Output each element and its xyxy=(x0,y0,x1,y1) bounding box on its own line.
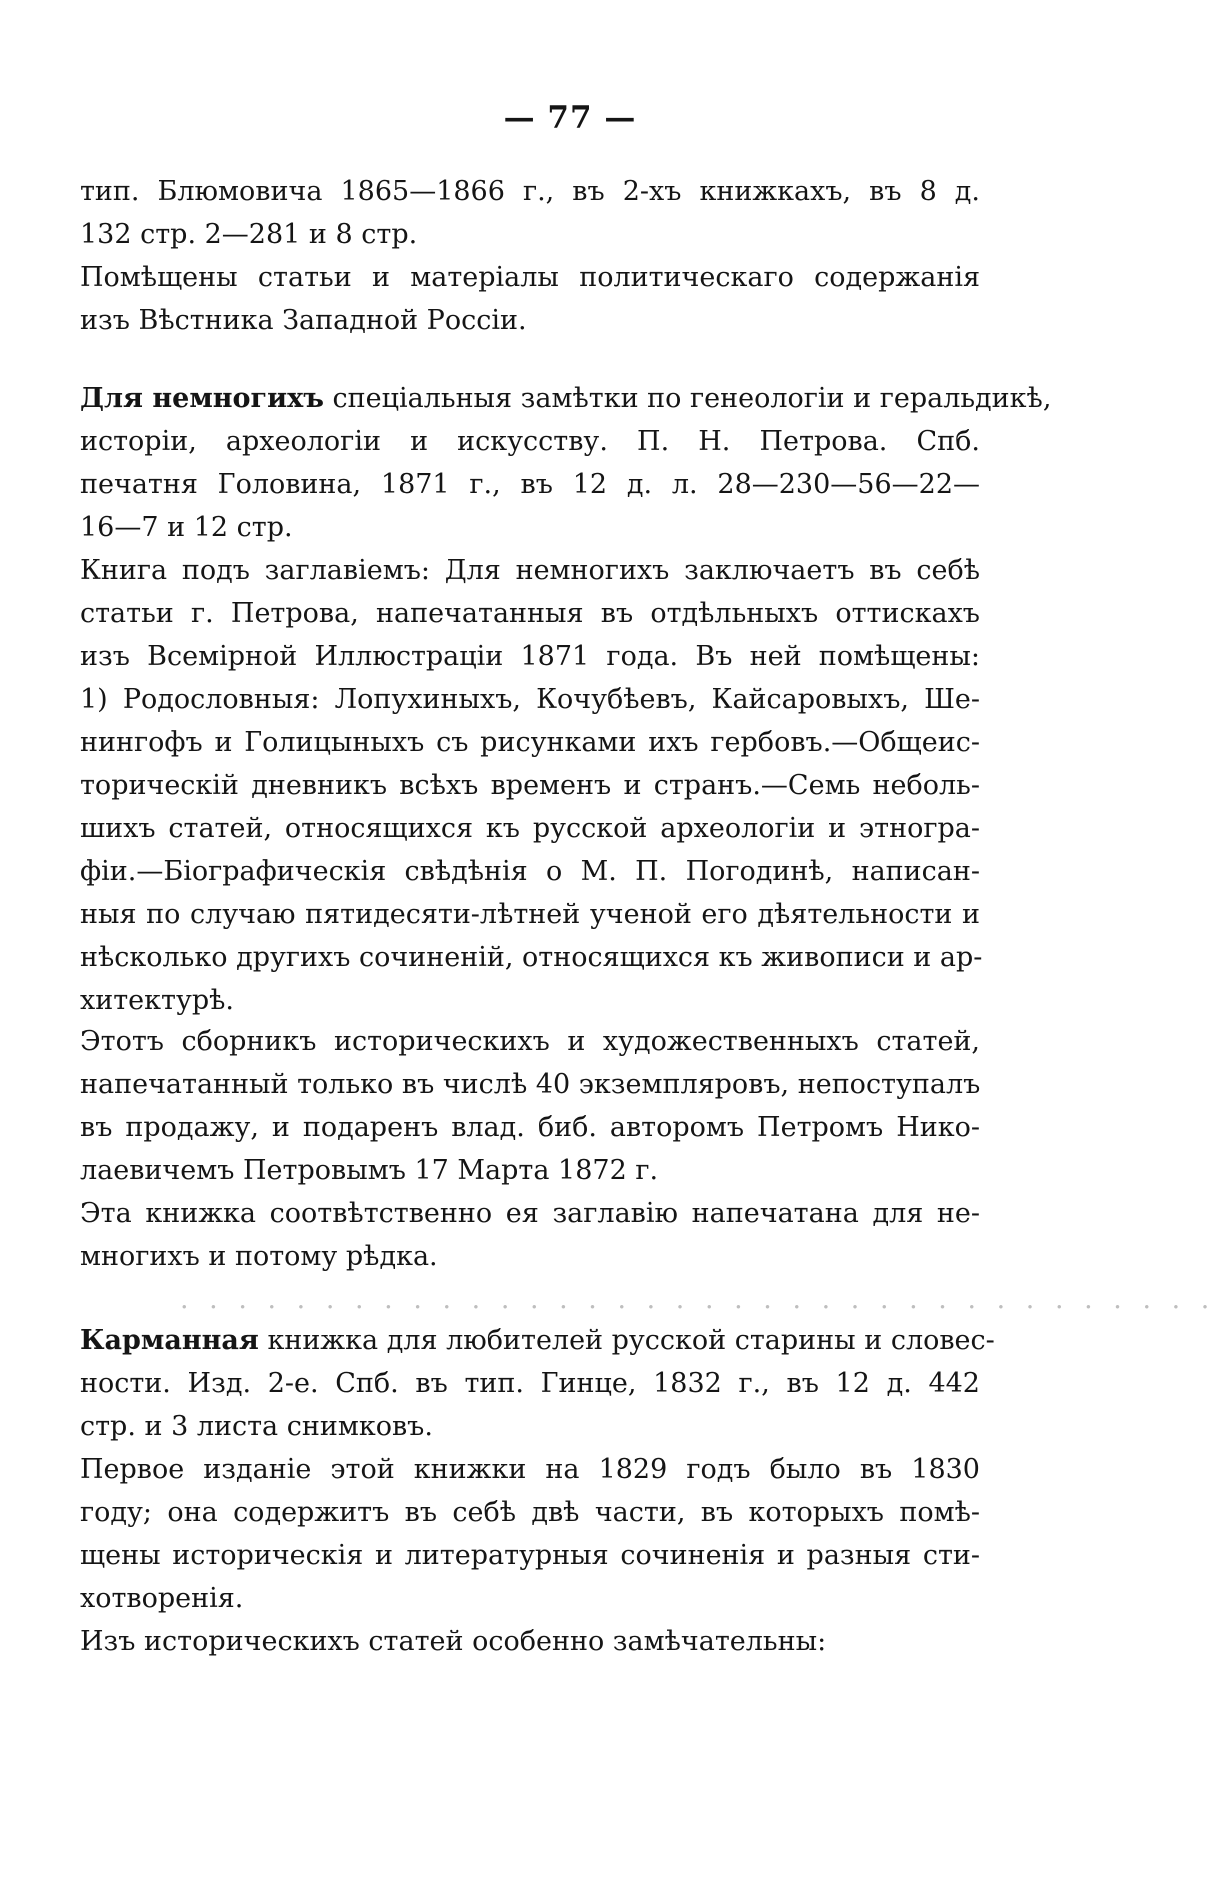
text-line: нингофъ и Голицыныхъ съ рисунками ихъ гербовъ.—Общеис- xyxy=(80,727,980,758)
text-line: 1) Родословныя: Лопухиныхъ, Кочубѣевъ, Кайсаровыхъ, Ше- xyxy=(80,684,980,715)
text-line: шихъ статей, относящихся къ русской археологіи и этногра- xyxy=(80,813,980,844)
text-line: ности. Изд. 2-е. Спб. въ тип. Гинце, 1832 г., въ 12 д. 442 xyxy=(80,1368,980,1399)
paragraph-karmannaya-articles xyxy=(80,1620,980,1663)
text-line xyxy=(80,377,1052,420)
page-number: — 77 — xyxy=(503,100,637,136)
text-line: щены историческія и литературныя сочиненія и разныя сти- xyxy=(80,1540,980,1571)
text-line: хотворенія. xyxy=(80,1583,244,1614)
text-line: печатня Головина, 1871 г., въ 12 д. л. 28—230—56—22— xyxy=(80,469,980,500)
text-line: многихъ и потому рѣдка. xyxy=(80,1241,438,1272)
entry-karmannaya xyxy=(80,1319,995,1448)
entry-text: спеціальныя замѣтки по генеологіи и геральдикѣ, xyxy=(323,383,1052,414)
entry-title: Карманная xyxy=(80,1325,259,1356)
text-line: торическій дневникъ всѣхъ временъ и странъ.—Семь неболь- xyxy=(80,770,980,801)
text-line: напечатанный только въ числѣ 40 экземпляровъ, непоступалъ xyxy=(80,1069,981,1100)
entry-title: Для немногихъ xyxy=(80,383,324,414)
text-line: 16—7 и 12 стр. xyxy=(80,512,293,543)
paragraph-petrov-rarity xyxy=(80,1192,980,1278)
text-line: изъ Всемірной Иллюстраціи 1871 года. Въ ней помѣщены: xyxy=(80,641,980,672)
text-line: Помѣщены статьи и матеріалы политическаго содержанія xyxy=(80,262,980,293)
text-line: исторіи, археологіи и искусству. П. Н. Петрова. Спб. xyxy=(80,426,980,457)
text-line: ныя по случаю пятидесяти-лѣтней ученой его дѣятельности и xyxy=(80,899,980,930)
entry-petrov xyxy=(80,377,1052,549)
text-line: Изъ историческихъ статей особенно замѣчательны: xyxy=(80,1626,827,1657)
text-line: Книга подъ заглавіемъ: Для немногихъ заключаетъ въ себѣ xyxy=(80,555,980,586)
text-line: году; она содержитъ въ себѣ двѣ части, въ которыхъ помѣ- xyxy=(80,1497,980,1528)
text-line: изъ Вѣстника Западной Россіи. xyxy=(80,305,527,336)
paragraph-petrov-copies xyxy=(80,1020,980,1192)
text-line: Эта книжка соотвѣтственно ея заглавію напечатана для не- xyxy=(80,1198,980,1229)
text-line: 132 стр. 2—281 и 8 стр. xyxy=(80,219,418,250)
text-line: хитектурѣ. xyxy=(80,985,234,1016)
text-line: въ продажу, и подаренъ влад. биб. авторомъ Петромъ Нико- xyxy=(80,1112,980,1143)
text-line: нѣсколько другихъ сочиненій, относящихся къ живописи и ар- xyxy=(80,942,983,973)
paragraph-karmannaya-description xyxy=(80,1448,980,1620)
entry-text: книжка для любителей русской старины и словес- xyxy=(258,1325,995,1356)
text-line: статьи г. Петрова, напечатанныя въ отдѣльныхъ оттискахъ xyxy=(80,598,980,629)
text-line: фіи.—Біографическія свѣдѣнія о М. П. Погодинѣ, написан- xyxy=(80,856,980,887)
bleed-through-smudge: · · · · · · · · · · · · · · · · · · · · · · · · · · · · · · · · · · · · xyxy=(180,1292,1215,1323)
text-line: стр. и 3 листа снимковъ. xyxy=(80,1411,433,1442)
text-line xyxy=(80,1319,995,1362)
paragraph-intro xyxy=(80,170,980,342)
text-line: Первое изданіе этой книжки на 1829 годъ было въ 1830 xyxy=(80,1454,980,1485)
text-line: лаевичемъ Петровымъ 17 Марта 1872 г. xyxy=(80,1155,659,1186)
text-line: тип. Блюмовича 1865—1866 г., въ 2-хъ книжкахъ, въ 8 д. xyxy=(80,176,980,207)
paragraph-petrov-description xyxy=(80,549,983,1022)
text-line: Этотъ сборникъ историческихъ и художественныхъ статей, xyxy=(80,1026,980,1057)
